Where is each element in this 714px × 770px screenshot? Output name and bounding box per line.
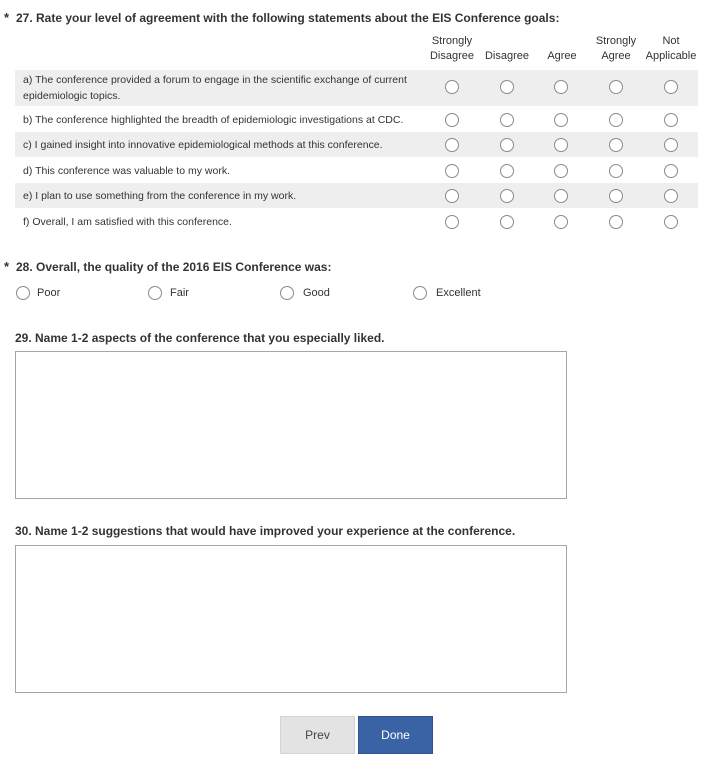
option-label-excellent[interactable]: Excellent <box>436 287 481 299</box>
matrix-row-f <box>15 209 698 234</box>
matrix-row-a <box>15 70 698 106</box>
radio-f-strongly-agree[interactable] <box>609 215 623 229</box>
radio-c-disagree[interactable] <box>500 138 514 152</box>
radio-b-strongly-agree[interactable] <box>609 113 623 127</box>
option-label-good[interactable]: Good <box>303 287 330 299</box>
column-header-agree: Agree <box>547 50 577 62</box>
radio-c-strongly-disagree[interactable] <box>445 138 459 152</box>
matrix-row-e <box>15 183 698 208</box>
radio-a-disagree[interactable] <box>500 80 514 94</box>
option-label-fair[interactable]: Fair <box>170 287 189 299</box>
radio-d-agree[interactable] <box>554 164 568 178</box>
q28-title-text: 28. Overall, the quality of the 2016 EIS Conference was: <box>16 260 332 274</box>
radio-f-disagree[interactable] <box>500 215 514 229</box>
radio-fair[interactable] <box>148 286 162 300</box>
radio-b-agree[interactable] <box>554 113 568 127</box>
radio-c-strongly-agree[interactable] <box>609 138 623 152</box>
matrix-row-d <box>15 158 698 183</box>
radio-d-strongly-agree[interactable] <box>609 164 623 178</box>
q29-textarea[interactable] <box>15 351 567 499</box>
column-header-strongly-disagree: Strongly Disagree <box>429 35 475 62</box>
matrix-row-b <box>15 107 698 132</box>
matrix-row-label: f) Overall, I am satisfied with this conference. <box>23 216 232 228</box>
radio-e-disagree[interactable] <box>500 189 514 203</box>
option-label-poor[interactable]: Poor <box>37 287 61 299</box>
prev-button[interactable]: Prev <box>280 716 355 754</box>
radio-good[interactable] <box>280 286 294 300</box>
radio-f-agree[interactable] <box>554 215 568 229</box>
radio-d-strongly-disagree[interactable] <box>445 164 459 178</box>
matrix-row-label: c) I gained insight into innovative epidemiological methods at this conference. <box>23 139 383 151</box>
radio-f-strongly-disagree[interactable] <box>445 215 459 229</box>
matrix-row-label: e) I plan to use something from the conference in my work. <box>23 190 297 202</box>
radio-e-agree[interactable] <box>554 189 568 203</box>
radio-c-not-applicable[interactable] <box>664 138 678 152</box>
radio-a-agree[interactable] <box>554 80 568 94</box>
matrix-row-label: a) The conference provided a forum to engage in the scientific exchange of current epidemiologic topics. <box>23 74 407 102</box>
radio-b-strongly-disagree[interactable] <box>445 113 459 127</box>
done-button[interactable]: Done <box>358 716 433 754</box>
radio-c-agree[interactable] <box>554 138 568 152</box>
q30-textarea[interactable] <box>15 545 567 693</box>
column-header-disagree: Disagree <box>484 50 530 62</box>
required-star: * <box>4 10 10 25</box>
radio-e-strongly-agree[interactable] <box>609 189 623 203</box>
radio-d-not-applicable[interactable] <box>664 164 678 178</box>
required-star: * <box>4 259 10 274</box>
matrix-row-label: d) This conference was valuable to my work. <box>23 165 230 177</box>
column-header-strongly-agree: Strongly Agree <box>595 35 637 62</box>
radio-a-strongly-agree[interactable] <box>609 80 623 94</box>
q28-title <box>4 259 331 274</box>
radio-b-not-applicable[interactable] <box>664 113 678 127</box>
radio-d-disagree[interactable] <box>500 164 514 178</box>
radio-e-not-applicable[interactable] <box>664 189 678 203</box>
radio-f-not-applicable[interactable] <box>664 215 678 229</box>
radio-poor[interactable] <box>16 286 30 300</box>
q27-title <box>4 10 559 25</box>
matrix-row-label: b) The conference highlighted the breadth of epidemiologic investigations at CDC. <box>23 114 404 126</box>
radio-b-disagree[interactable] <box>500 113 514 127</box>
q30-title: 30. Name 1-2 suggestions that would have improved your experience at the conference. <box>15 524 516 538</box>
q27-title-text: 27. Rate your level of agreement with the following statements about the EIS Conference goals: <box>16 11 560 25</box>
q29-title: 29. Name 1-2 aspects of the conference that you especially liked. <box>15 331 385 345</box>
radio-a-strongly-disagree[interactable] <box>445 80 459 94</box>
matrix-row-c <box>15 132 698 157</box>
radio-a-not-applicable[interactable] <box>664 80 678 94</box>
column-header-not-applicable: Not Applicable <box>645 35 697 62</box>
radio-e-strongly-disagree[interactable] <box>445 189 459 203</box>
radio-excellent[interactable] <box>413 286 427 300</box>
